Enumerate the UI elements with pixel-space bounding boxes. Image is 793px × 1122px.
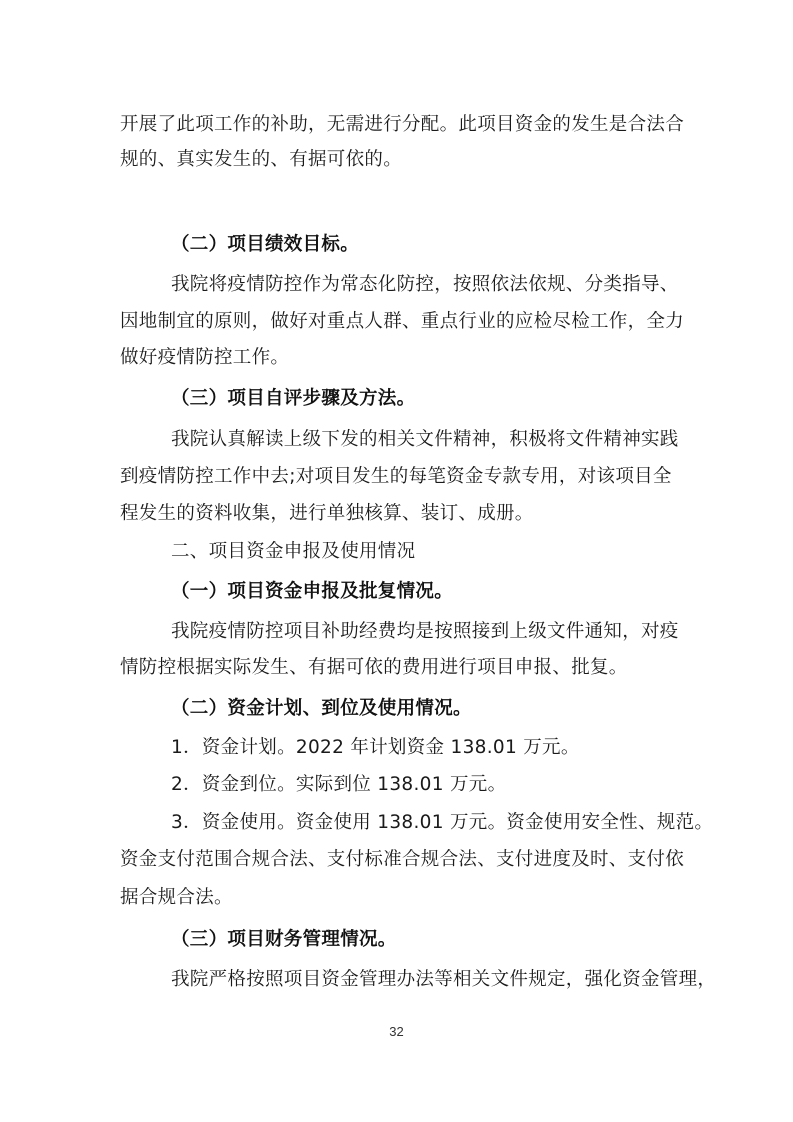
- paragraph-line: 情防控根据实际发生、有据可依的费用进行项目申报、批复。: [120, 657, 628, 678]
- list-item: 1．资金计划。2022 年计划资金 138.01 万元。: [171, 737, 580, 758]
- paragraph-line: 因地制宜的原则，做好对重点人群、重点行业的应检尽检工作，全力: [120, 311, 685, 332]
- section-heading: （三）项目自评步骤及方法。: [171, 388, 416, 409]
- paragraph-line: 做好疫情防控工作。: [120, 347, 290, 368]
- paragraph-line: 程发生的资料收集，进行单独核算、装订、成册。: [120, 503, 534, 524]
- paragraph-line: 资金支付范围合规合法、支付标准合规合法、支付进度及时、支付依: [120, 849, 685, 870]
- page-number: 32: [389, 1024, 404, 1039]
- paragraph-line: 我院严格按照项目资金管理办法等相关文件规定，强化资金管理，: [171, 969, 717, 990]
- paragraph-line: 规的、真实发生的、有据可依的。: [120, 149, 403, 170]
- paragraph-line: 我院疫情防控项目补助经费均是按照接到上级文件通知，对疫: [171, 621, 679, 642]
- section-heading: （二）资金计划、到位及使用情况。: [171, 698, 472, 719]
- paragraph-line: 到疫情防控工作中去;对项目发生的每笔资金专款专用，对该项目全: [120, 466, 672, 487]
- paragraph-line: 据合规合法。: [120, 887, 233, 908]
- paragraph-line: 我院认真解读上级下发的相关文件精神，积极将文件精神实践: [171, 429, 679, 450]
- section-heading-level1: 二、项目资金申报及使用情况: [171, 541, 416, 562]
- paragraph-line: 我院将疫情防控作为常态化防控，按照依法依规、分类指导、: [171, 274, 679, 295]
- section-heading: （三）项目财务管理情况。: [171, 929, 397, 950]
- section-heading: （一）项目资金申报及批复情况。: [171, 581, 454, 602]
- list-item: 3．资金使用。资金使用 138.01 万元。资金使用安全性、规范。: [171, 812, 714, 833]
- list-item: 2．资金到位。实际到位 138.01 万元。: [171, 774, 507, 795]
- paragraph-line: 开展了此项工作的补助，无需进行分配。此项目资金的发生是合法合: [120, 114, 685, 135]
- section-heading: （二）项目绩效目标。: [171, 234, 360, 255]
